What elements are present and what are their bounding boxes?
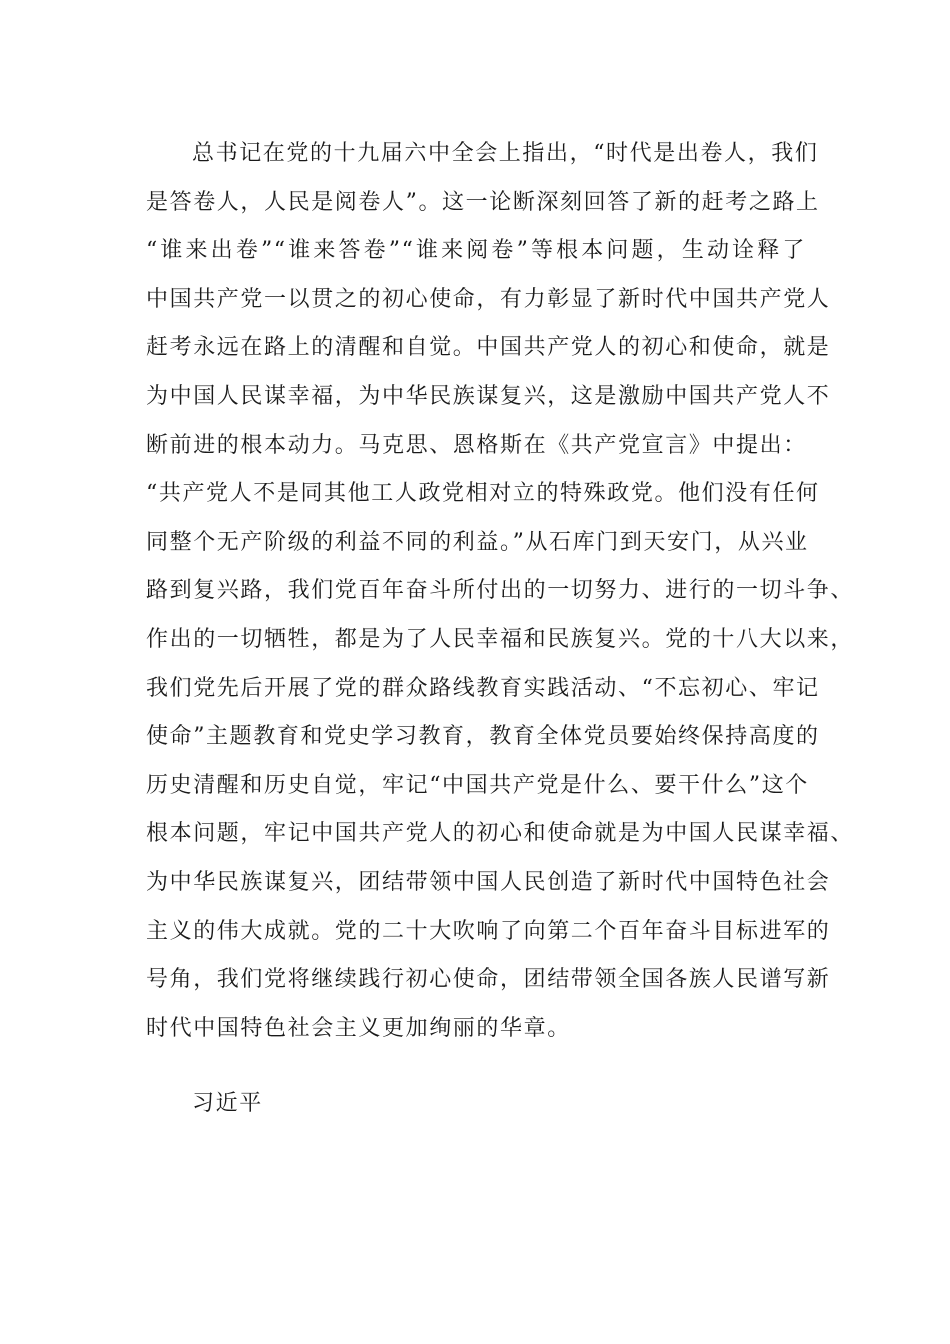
paragraph-line: 时代中国特色社会主义更加绚丽的华章。 xyxy=(146,1015,571,1041)
signature: 习近平 xyxy=(192,1091,263,1116)
paragraph-line: 同整个无产阶级的利益不同的利益。”从石库门到天安门，从兴业 xyxy=(146,529,809,555)
paragraph-line: “谁来出卷”“谁来答卷”“谁来阅卷”等根本问题，生动诠释了 xyxy=(146,238,806,264)
paragraph-line: 使命”主题教育和党史学习教育，教育全体党员要始终保持高度的 xyxy=(146,724,820,750)
paragraph-line: 断前进的根本动力。马克思、恩格斯在《共产党宣言》中提出： xyxy=(146,432,807,458)
paragraph-line: 根本问题，牢记中国共产党人的初心和使命就是为中国人民谋幸福、 xyxy=(146,821,855,847)
paragraph-line: 主义的伟大成就。党的二十大吹响了向第二个百年奋斗目标进军的 xyxy=(146,918,831,944)
paragraph-line: 我们党先后开展了党的群众路线教育实践活动、“不忘初心、牢记 xyxy=(146,675,820,701)
paragraph-line: 是答卷人，人民是阅卷人”。这一论断深刻回答了新的赶考之路上 xyxy=(146,189,820,215)
body-paragraph xyxy=(146,130,855,1053)
paragraph-line: 总书记在党的十九届六中全会上指出，“时代是出卷人，我们 xyxy=(192,141,819,166)
paragraph-line: 号角，我们党将继续践行初心使命，团结带领全国各族人民谱写新 xyxy=(146,967,831,993)
paragraph-line: 赶考永远在路上的清醒和自觉。中国共产党人的初心和使命，就是 xyxy=(146,335,831,361)
paragraph-line: 为中国人民谋幸福，为中华民族谋复兴，这是激励中国共产党人不 xyxy=(146,383,831,409)
paragraph-line: 中国共产党一以贯之的初心使命，有力彰显了新时代中国共产党人 xyxy=(146,286,831,312)
paragraph-line: 作出的一切牺牲，都是为了人民幸福和民族复兴。党的十八大以来， xyxy=(146,626,855,652)
paragraph-line: 为中华民族谋复兴，团结带领中国人民创造了新时代中国特色社会 xyxy=(146,869,831,895)
paragraph-line: 路到复兴路，我们党百年奋斗所付出的一切努力、进行的一切斗争、 xyxy=(146,578,855,604)
paragraph-line: 历史清醒和历史自觉，牢记“中国共产党是什么、要干什么”这个 xyxy=(146,772,809,798)
paragraph-line: “共产党人不是同其他工人政党相对立的特殊政党。他们没有任何 xyxy=(146,481,820,507)
